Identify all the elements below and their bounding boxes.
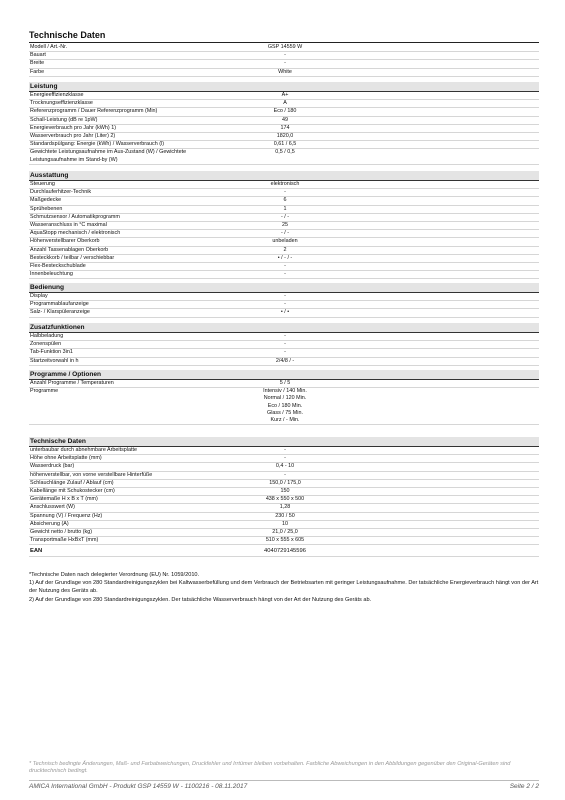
spec-row <box>29 301 539 309</box>
page-number: Seite 2 / 2 <box>509 783 539 790</box>
program-item: Glass / 75 Min. <box>267 409 303 416</box>
spec-label: Breite <box>30 60 45 67</box>
spec-row <box>29 230 539 238</box>
spec-value: - <box>284 471 286 478</box>
spec-value: 1820,0 <box>276 133 294 140</box>
spec-row <box>29 521 539 529</box>
spec-label: Farbe <box>30 68 45 75</box>
page-title: Technische Daten <box>29 30 106 40</box>
spec-row <box>29 69 539 77</box>
spec-label: AquaStopp mechanisch / elektronisch <box>30 230 121 237</box>
spec-row <box>29 480 539 488</box>
spec-row <box>29 141 539 149</box>
spec-value: 1,28 <box>279 504 291 511</box>
footer-divider <box>29 780 539 781</box>
spec-label: Schlauchlänge Zulauf / Ablauf (cm) <box>30 479 114 486</box>
spec-label: Wasseranschluss in °C maximal <box>30 222 107 229</box>
spec-value: 0,61 / 6,5 <box>273 141 297 148</box>
spec-label: Maßgedecke <box>30 197 62 204</box>
section-heading: Bedienung <box>29 283 539 293</box>
spec-row <box>29 206 539 214</box>
spec-row <box>29 44 539 52</box>
spec-row <box>29 125 539 133</box>
spec-row <box>29 293 539 301</box>
spec-value: 150,0 / 175,0 <box>269 479 301 486</box>
spec-row <box>29 108 539 116</box>
spec-value: White <box>278 68 292 75</box>
spec-value: 1 <box>283 205 287 212</box>
spec-label: Energieverbrauch pro Jahr (kWh) 1) <box>30 124 116 131</box>
spec-row <box>29 513 539 521</box>
spec-value: Eco / 180 <box>273 108 297 115</box>
spec-row <box>29 529 539 537</box>
spec-row <box>29 447 539 455</box>
spec-value: - <box>284 52 286 59</box>
spec-label: Absicherung (A) <box>30 520 69 527</box>
spec-label: Wasserverbrauch pro Jahr (Liter) 2) <box>30 133 116 140</box>
section-general <box>29 44 539 77</box>
spec-value: 6 <box>283 197 287 204</box>
spec-value: 174 <box>280 124 290 131</box>
spec-label: Flex-Besteckschublade <box>30 263 86 270</box>
section-heading: Programme / Optionen <box>29 370 539 380</box>
spec-value: - <box>284 341 286 348</box>
spec-label: Durchlauferhitzer-Technik <box>30 189 92 196</box>
spec-label: Standardspülgang: Energie (kWh) / Wasserverbrauch (l) <box>30 141 165 148</box>
title-divider <box>29 42 539 43</box>
spec-value: 2 <box>283 246 287 253</box>
spec-value: A+ <box>281 92 289 98</box>
spec-label: Transportmaße HxBxT (mm) <box>30 537 99 544</box>
spec-value: 10 <box>282 520 288 527</box>
spec-label: Display <box>30 293 48 299</box>
spec-label: Schmutzsensor / Automatikprogramm <box>30 213 120 220</box>
spec-label: Halbbeladung <box>30 333 64 339</box>
spec-row <box>29 537 539 545</box>
spec-value: - / - <box>280 213 290 220</box>
spec-value: elektronisch <box>270 181 300 187</box>
spec-label: Startzeitvorwahl in h <box>30 357 79 364</box>
spec-label: Tab-Funktion 3in1 <box>30 349 73 356</box>
spec-row <box>29 271 539 279</box>
section-leistung <box>29 82 539 165</box>
spec-row <box>29 472 539 480</box>
section-programme <box>29 370 539 425</box>
spec-value: • / - / - <box>277 254 293 261</box>
spec-row <box>29 496 539 504</box>
spec-label: Trocknungseffizienzklasse <box>30 100 93 107</box>
spec-label: Gewichtete Leistungsaufnahme im Aus-Zustand (W) / Gewichtete Leistungsaufnahme im Stand-by (W) <box>30 149 187 163</box>
spec-value: 0,5 / 0,5 <box>275 149 295 156</box>
ean-label: EAN <box>30 548 43 555</box>
spec-row <box>29 309 539 317</box>
spec-row <box>29 238 539 246</box>
spec-label: Gewicht netto / brutto (kg) <box>30 529 93 536</box>
footnote-2: 2) Auf der Grundlage von 280 Standardreinigungszyklen. Der tatsächliche Wasserverbrauch hängt von der Art der Nutzung des Geräts ab. <box>29 596 372 603</box>
spec-value: A <box>283 100 287 107</box>
spec-row <box>29 189 539 197</box>
spec-value: - <box>284 447 286 453</box>
footnote-intro: *Technische Daten nach delegierter Verordnung (EU) Nr. 1059/2010. <box>29 572 200 578</box>
spec-label: Höhe ohne Arbeitsplatte (mm) <box>30 455 102 462</box>
section-bedienung <box>29 283 539 318</box>
spec-row <box>29 214 539 222</box>
ean-value: 4040729145596 <box>264 548 306 555</box>
spec-value: GSP 14559 W <box>267 44 303 50</box>
section-technische-daten <box>29 437 539 557</box>
spec-row <box>29 504 539 512</box>
spec-value: 49 <box>282 116 288 123</box>
spec-row <box>29 117 539 125</box>
spec-label: Besteckkorb / teilbar / verschiebbar <box>30 254 115 261</box>
spec-value: 230 / 50 <box>275 512 295 519</box>
spec-row <box>29 380 539 388</box>
spec-value: 5 / 5 <box>279 380 291 386</box>
spec-label: Steuerung <box>30 181 55 187</box>
spec-row <box>29 52 539 60</box>
spec-value: - <box>284 301 286 308</box>
spec-label: Kabellänge mit Schukostecker (cm) <box>30 488 115 495</box>
section-heading: Technische Daten <box>29 437 539 447</box>
spec-row <box>29 388 539 425</box>
spec-label: Zonenspülen <box>30 341 62 348</box>
spec-value: 25 <box>282 222 288 229</box>
spec-value: 150 <box>280 488 290 495</box>
spec-label: unterbaubar durch abnehmbare Arbeitsplatte <box>30 447 137 453</box>
section-zusatzfunktionen <box>29 323 539 366</box>
spec-value: 0,4 - 10 <box>275 463 295 470</box>
spec-label: Salz- / Klarspüleranzeige <box>30 309 90 316</box>
spec-label: höhenverstellbar, von vorne verstellbare Hinterfüße <box>30 471 153 478</box>
spec-value: 2/4/8 / - <box>275 357 295 364</box>
spec-label: Programme <box>30 388 59 395</box>
spec-row <box>29 255 539 263</box>
spec-label: Anschlusswert (W) <box>30 504 75 511</box>
spec-row <box>29 263 539 271</box>
section-heading: Leistung <box>29 82 539 92</box>
spec-row <box>29 133 539 141</box>
spec-row <box>29 247 539 255</box>
spec-value: - <box>284 189 286 196</box>
spec-label: Sprühebenen <box>30 205 63 212</box>
spec-label: Höhenverstellbarer Oberkorb <box>30 238 100 245</box>
program-item: Eco / 180 Min. <box>267 402 303 409</box>
spec-label: Programmablaufanzeige <box>30 301 89 308</box>
footer-product-info: AMICA International GmbH - Produkt GSP 14559 W - 1100216 - 08.11.2017 <box>29 783 248 790</box>
spec-value: • / • <box>280 309 290 316</box>
spec-row <box>29 60 539 68</box>
disclaimer-text: * Technisch bedingte Änderungen, Maß- und Farbabweichungen, Druckfehler und Irrtümer bleiben vorbehalten. Farbliche Abweichungen in den Abbildungen gegenüber den Original-Geräten sind drucktechnisch bedingt. <box>29 761 511 775</box>
spec-row <box>29 341 539 349</box>
spec-row <box>29 463 539 471</box>
spec-row <box>29 455 539 463</box>
spec-row <box>29 100 539 108</box>
spec-row <box>29 222 539 230</box>
spec-label: Modell / Art.-Nr. <box>30 44 68 50</box>
spec-value: - <box>284 333 286 339</box>
spec-label: Anzahl Programme / Temperaturen <box>30 380 114 386</box>
section-heading: Ausstattung <box>29 171 539 181</box>
footnote-1: 1) Auf der Grundlage von 280 Standardreinigungszyklen bei Kaltwasserbefüllung und dem Verbrauch der Betriebsarten mit geringer Leistungsaufnahme. Der tatsächliche Energieverbrauch hängt von der Art der Nutzung des Geräts ab. <box>29 580 539 595</box>
spec-value: unbeladen <box>272 238 298 245</box>
spec-value: - <box>284 349 286 356</box>
spec-value: 510 x 555 x 605 <box>265 537 305 544</box>
spec-label: Spannung (V) / Frequenz (Hz) <box>30 512 103 519</box>
spec-row <box>29 358 539 366</box>
footnotes <box>29 571 539 604</box>
spec-label: Innenbeleuchtung <box>30 271 73 278</box>
program-item: Kurz / - Min. <box>270 417 300 424</box>
spec-row <box>29 197 539 205</box>
spec-label: Referenzprogramm / Dauer Referenzprogramm (Min) <box>30 108 158 115</box>
spec-value: - <box>284 271 286 278</box>
ean-row <box>29 548 539 556</box>
section-heading: Zusatzfunktionen <box>29 323 539 333</box>
spec-row <box>29 349 539 357</box>
section-ausstattung <box>29 171 539 279</box>
spec-label: Energieeffizienzklasse <box>30 92 84 98</box>
spec-row <box>29 149 539 164</box>
program-item: Normal / 120 Min. <box>263 395 307 402</box>
spec-value: 21,0 / 25,0 <box>272 529 298 536</box>
spec-row <box>29 92 539 100</box>
spec-row <box>29 181 539 189</box>
spec-row <box>29 488 539 496</box>
spec-label: Bauart <box>30 52 46 59</box>
spec-value: - <box>284 455 286 462</box>
spec-label: Schall-Leistung (dB re 1pW) <box>30 116 98 123</box>
spec-label: Wasserdruck (bar) <box>30 463 75 470</box>
spec-value: 438 x 550 x 500 <box>265 496 305 503</box>
spec-value: - <box>284 263 286 270</box>
program-item: Intensiv / 140 Min. <box>263 388 307 395</box>
spec-value: - / - <box>280 230 290 237</box>
spec-label: Anzahl Tassenablagen Oberkorb <box>30 246 109 253</box>
spec-label: Gerätemaße H x B x T (mm) <box>30 496 98 503</box>
program-list <box>220 388 350 424</box>
spec-value: - <box>284 60 286 67</box>
spec-value: - <box>284 293 286 299</box>
spec-row <box>29 333 539 341</box>
